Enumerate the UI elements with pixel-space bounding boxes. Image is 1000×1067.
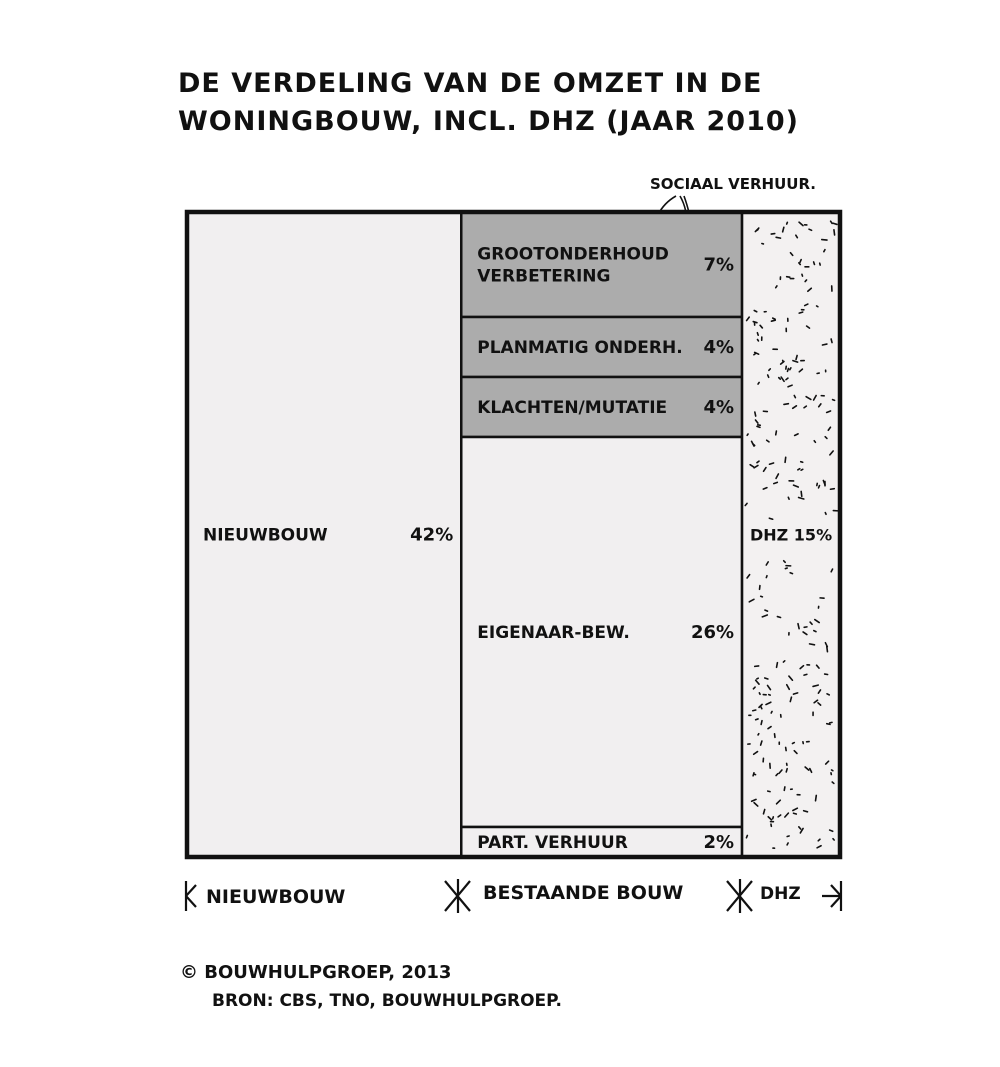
chart-title-line-1: DE VERDELING VAN DE OMZET IN DE <box>178 68 763 99</box>
annotation-sociaal-verhuur: SOCIAAL VERHUUR. <box>650 175 816 193</box>
segment-label-grootonderhoud-verbetering: GROOTONDERHOUD <box>477 244 669 265</box>
segment-value-nieuwbouw: 42% <box>410 524 454 546</box>
chart-title-line-2: WONINGBOUW, INCL. DHZ (JAAR 2010) <box>178 106 799 137</box>
segment-label-grootonderhoud-verbetering: VERBETERING <box>477 266 611 287</box>
column-label-nieuwbouw: NIEUWBOUW <box>206 886 346 908</box>
footer-copyright: © BOUWHULPGROEP, 2013 <box>180 962 452 983</box>
column-label-dhz: DHZ <box>760 884 801 904</box>
segment-label-planmatig-onderh: PLANMATIG ONDERH. <box>477 338 683 358</box>
footer-source: BRON: CBS, TNO, BOUWHULPGROEP. <box>212 991 562 1011</box>
segment-label-eigenaar-bew: EIGENAAR-BEW. <box>477 623 630 643</box>
segment-value-eigenaar-bew: 26% <box>690 622 735 643</box>
segment-label-dhz: DHZ 15% <box>749 525 833 545</box>
segment-label-klachten-mutatie: KLACHTEN/MUTATIE <box>477 398 668 418</box>
segment-value-klachten-mutatie: 4% <box>703 397 735 418</box>
segment-value-grootonderhoud-verbetering: 7% <box>703 254 735 276</box>
column-label-bestaande-bouw: BESTAANDE BOUW <box>483 882 684 904</box>
segment-value-planmatig-onderh: 4% <box>703 337 735 358</box>
segment-label-nieuwbouw: NIEUWBOUW <box>203 525 328 546</box>
segment-label-part-verhuur: PART. VERHUUR <box>477 833 628 853</box>
segment-value-part-verhuur: 2% <box>703 832 735 853</box>
segment-grootonderhoud-verbetering <box>461 212 742 317</box>
